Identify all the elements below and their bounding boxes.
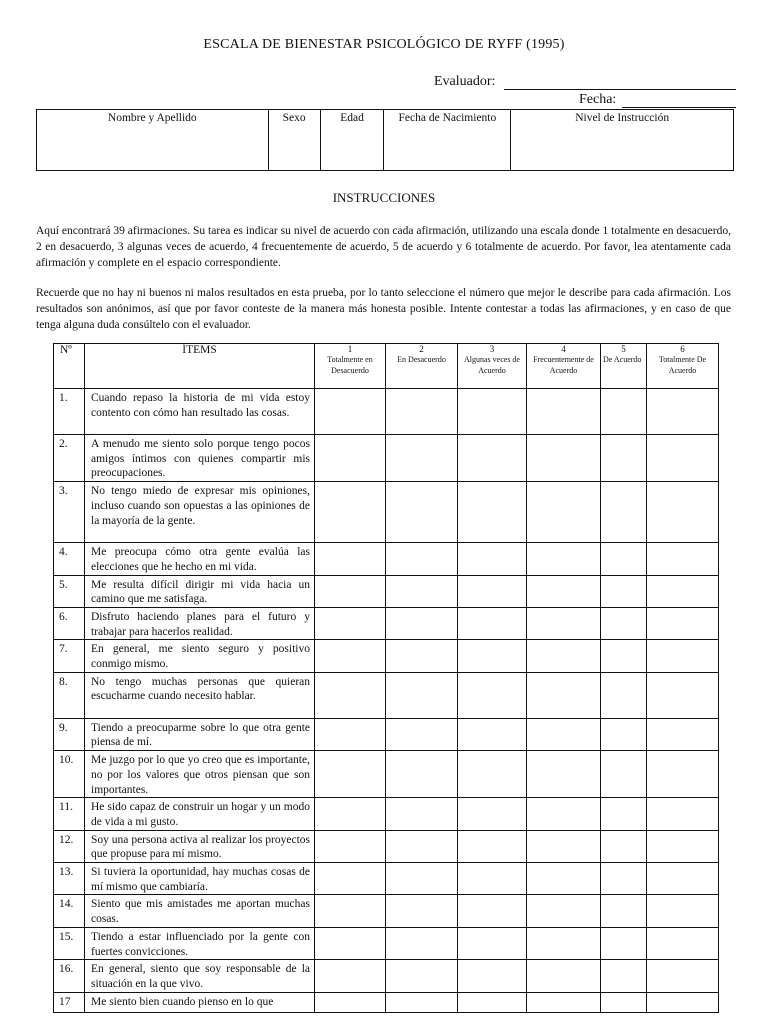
table-row bbox=[54, 798, 719, 830]
answer-cell-6[interactable] bbox=[647, 751, 719, 798]
table-row bbox=[54, 435, 719, 482]
answer-cell-5[interactable] bbox=[601, 927, 647, 959]
item-statement: En general, me siento seguro y positivo conmigo mismo. bbox=[85, 640, 315, 672]
answer-cell-3[interactable] bbox=[458, 798, 527, 830]
item-number: 4. bbox=[54, 543, 85, 575]
header-scale-5 bbox=[601, 344, 647, 389]
item-number: 1. bbox=[54, 389, 85, 435]
fecha-field-line[interactable] bbox=[622, 107, 736, 108]
evaluador-label: Evaluador: bbox=[434, 74, 496, 89]
item-number: 14. bbox=[54, 895, 85, 927]
answer-cell-4[interactable] bbox=[527, 960, 601, 992]
answer-cell-5[interactable] bbox=[601, 435, 647, 482]
answer-cell-4[interactable] bbox=[527, 575, 601, 607]
answer-cell-4[interactable] bbox=[527, 830, 601, 862]
answer-cell-4[interactable] bbox=[527, 798, 601, 830]
answer-cell-5[interactable] bbox=[601, 830, 647, 862]
answer-cell-2[interactable] bbox=[386, 830, 458, 862]
answer-cell-1[interactable] bbox=[315, 672, 386, 718]
answer-cell-6[interactable] bbox=[647, 482, 719, 543]
answer-cell-3[interactable] bbox=[458, 389, 527, 435]
item-number: 6. bbox=[54, 607, 85, 639]
table-row bbox=[54, 575, 719, 607]
answer-cell-5[interactable] bbox=[601, 718, 647, 750]
answer-cell-4[interactable] bbox=[527, 751, 601, 798]
answer-cell-6[interactable] bbox=[647, 718, 719, 750]
answer-cell-6[interactable] bbox=[647, 830, 719, 862]
evaluador-field-line[interactable] bbox=[504, 89, 736, 90]
answer-cell-2[interactable] bbox=[386, 640, 458, 672]
answer-cell-5[interactable] bbox=[601, 751, 647, 798]
answer-cell-6[interactable] bbox=[647, 389, 719, 435]
answer-cell-5[interactable] bbox=[601, 798, 647, 830]
fecha-label: Fecha: bbox=[579, 92, 617, 107]
answer-cell-2[interactable] bbox=[386, 543, 458, 575]
item-statement: Me siento bien cuando pienso en lo que bbox=[85, 992, 315, 1012]
header-scale-4 bbox=[527, 344, 601, 389]
table-row bbox=[54, 960, 719, 992]
answer-cell-5[interactable] bbox=[601, 543, 647, 575]
answer-cell-1[interactable] bbox=[315, 798, 386, 830]
item-number: 15. bbox=[54, 927, 85, 959]
answer-cell-3[interactable] bbox=[458, 992, 527, 1012]
item-statement: En general, siento que soy responsable de la situación en la que vivo. bbox=[85, 960, 315, 992]
table-row bbox=[54, 895, 719, 927]
answer-cell-3[interactable] bbox=[458, 895, 527, 927]
answer-cell-5[interactable] bbox=[601, 960, 647, 992]
answer-cell-1[interactable] bbox=[315, 863, 386, 895]
answer-cell-2[interactable] bbox=[386, 798, 458, 830]
items-table bbox=[53, 343, 719, 1013]
answer-cell-2[interactable] bbox=[386, 607, 458, 639]
header-edad: Edad bbox=[320, 110, 384, 171]
item-statement: No tengo miedo de expresar mis opiniones, incluso cuando son opuestas a las opiniones de la mayoría de la gente. bbox=[85, 482, 315, 543]
item-number: 11. bbox=[54, 798, 85, 830]
answer-cell-1[interactable] bbox=[315, 895, 386, 927]
header-scale-3 bbox=[458, 344, 527, 389]
table-row bbox=[54, 830, 719, 862]
item-number: 7. bbox=[54, 640, 85, 672]
answer-cell-6[interactable] bbox=[647, 543, 719, 575]
scale-1-number: 1 bbox=[347, 344, 353, 354]
answer-cell-2[interactable] bbox=[386, 863, 458, 895]
answer-cell-4[interactable] bbox=[527, 482, 601, 543]
header-items: ÍTEMS bbox=[85, 344, 315, 389]
header-scale-6 bbox=[647, 344, 719, 389]
answer-cell-3[interactable] bbox=[458, 718, 527, 750]
answer-cell-2[interactable] bbox=[386, 718, 458, 750]
scale-1-label: Totalmente en Desacuerdo bbox=[327, 355, 373, 375]
instructions-paragraph-1: Aquí encontrará 39 afirmaciones. Su tarea es indicar su nivel de acuerdo con cada afirmación, utilizando una escala donde 1 totalmente en desacuerdo, 2 en desacuerdo, 3 algunas veces de acuerdo, 4 frecuentemente de acuerdo, 5 de acuerdo y 6 totalmente de acuerdo. Por favor, lea atentamente cada afirmación y complete en el espacio correspondiente. bbox=[36, 225, 731, 269]
item-statement: Siento que mis amistades me aportan muchas cosas. bbox=[85, 895, 315, 927]
answer-cell-3[interactable] bbox=[458, 863, 527, 895]
personal-info-table bbox=[36, 109, 734, 171]
answer-cell-3[interactable] bbox=[458, 543, 527, 575]
item-statement: A menudo me siento solo porque tengo pocos amigos íntimos con quienes compartir mis preocupaciones. bbox=[85, 435, 315, 482]
header-sexo: Sexo bbox=[268, 110, 320, 171]
answer-cell-4[interactable] bbox=[527, 543, 601, 575]
answer-cell-3[interactable] bbox=[458, 672, 527, 718]
item-statement: Soy una persona activa al realizar los proyectos que propuse para mí mismo. bbox=[85, 830, 315, 862]
answer-cell-4[interactable] bbox=[527, 718, 601, 750]
item-statement: Me resulta difícil dirigir mi vida hacia un camino que me satisfaga. bbox=[85, 575, 315, 607]
item-statement: Disfruto haciendo planes para el futuro y trabajar para hacerlos realidad. bbox=[85, 607, 315, 639]
answer-cell-2[interactable] bbox=[386, 751, 458, 798]
table-row bbox=[54, 482, 719, 543]
item-number: 10. bbox=[54, 751, 85, 798]
answer-cell-5[interactable] bbox=[601, 607, 647, 639]
answer-cell-6[interactable] bbox=[647, 672, 719, 718]
item-number: 13. bbox=[54, 863, 85, 895]
item-number: 2. bbox=[54, 435, 85, 482]
answer-cell-1[interactable] bbox=[315, 435, 386, 482]
table-row bbox=[54, 751, 719, 798]
answer-cell-6[interactable] bbox=[647, 575, 719, 607]
answer-cell-3[interactable] bbox=[458, 960, 527, 992]
table-row bbox=[54, 863, 719, 895]
answer-cell-2[interactable] bbox=[386, 389, 458, 435]
document-title: ESCALA DE BIENESTAR PSICOLÓGICO DE RYFF (1995) bbox=[203, 37, 565, 52]
answer-cell-1[interactable] bbox=[315, 751, 386, 798]
answer-cell-6[interactable] bbox=[647, 607, 719, 639]
item-number: 3. bbox=[54, 482, 85, 543]
table-row bbox=[54, 927, 719, 959]
table-row bbox=[54, 640, 719, 672]
answer-cell-6[interactable] bbox=[647, 895, 719, 927]
instructions-paragraph-2: Recuerde que no hay ni buenos ni malos resultados en esta prueba, por lo tanto seleccione el número que mejor le describe para cada afirmación. Los resultados son anónimos, así que por favor conteste de la manera más honesta posible. Intente contestar a todas las afirmaciones, y en caso de que tenga alguna duda consúltelo con el evaluador. bbox=[36, 287, 731, 331]
answer-cell-4[interactable] bbox=[527, 389, 601, 435]
header-number: Nº bbox=[54, 344, 85, 389]
answer-cell-2[interactable] bbox=[386, 895, 458, 927]
answer-cell-2[interactable] bbox=[386, 992, 458, 1012]
item-statement: No tengo muchas personas que quieran escucharme cuando necesito hablar. bbox=[85, 672, 315, 718]
scale-5-label: De Acuerdo bbox=[603, 355, 642, 364]
answer-cell-2[interactable] bbox=[386, 672, 458, 718]
answer-cell-6[interactable] bbox=[647, 960, 719, 992]
answer-cell-2[interactable] bbox=[386, 575, 458, 607]
answer-cell-1[interactable] bbox=[315, 543, 386, 575]
table-row bbox=[54, 718, 719, 750]
answer-cell-1[interactable] bbox=[315, 389, 386, 435]
table-row bbox=[54, 992, 719, 1012]
item-statement: Cuando repaso la historia de mi vida estoy contento con cómo han resultado las cosas. bbox=[85, 389, 315, 435]
answer-cell-5[interactable] bbox=[601, 482, 647, 543]
instructions-heading: INSTRUCCIONES bbox=[332, 190, 436, 205]
item-number: 5. bbox=[54, 575, 85, 607]
item-statement: Me preocupa cómo otra gente evalúa las elecciones que he hecho en mi vida. bbox=[85, 543, 315, 575]
answer-cell-1[interactable] bbox=[315, 960, 386, 992]
answer-cell-3[interactable] bbox=[458, 607, 527, 639]
answer-cell-3[interactable] bbox=[458, 482, 527, 543]
scale-5-number: 5 bbox=[621, 344, 626, 354]
answer-cell-5[interactable] bbox=[601, 895, 647, 927]
answer-cell-3[interactable] bbox=[458, 575, 527, 607]
scale-3-number: 3 bbox=[489, 344, 495, 354]
answer-cell-5[interactable] bbox=[601, 640, 647, 672]
answer-cell-6[interactable] bbox=[647, 927, 719, 959]
header-fecha-nacimiento: Fecha de Nacimiento bbox=[384, 110, 511, 171]
table-row bbox=[54, 389, 719, 435]
item-number: 16. bbox=[54, 960, 85, 992]
answer-cell-1[interactable] bbox=[315, 640, 386, 672]
item-number: 8. bbox=[54, 672, 85, 718]
answer-cell-2[interactable] bbox=[386, 482, 458, 543]
header-nivel-instruccion: Nivel de Instrucción bbox=[511, 110, 734, 171]
table-row bbox=[54, 672, 719, 718]
scale-4-label: Frecuentemente de Acuerdo bbox=[533, 355, 594, 375]
item-statement: He sido capaz de construir un hogar y un modo de vida a mi gusto. bbox=[85, 798, 315, 830]
answer-cell-5[interactable] bbox=[601, 575, 647, 607]
answer-cell-6[interactable] bbox=[647, 992, 719, 1012]
answer-cell-3[interactable] bbox=[458, 435, 527, 482]
scale-2-label: En Desacuerdo bbox=[397, 355, 446, 364]
answer-cell-2[interactable] bbox=[386, 435, 458, 482]
answer-cell-5[interactable] bbox=[601, 992, 647, 1012]
item-number: 12. bbox=[54, 830, 85, 862]
answer-cell-2[interactable] bbox=[386, 960, 458, 992]
item-number: 17 bbox=[54, 992, 85, 1012]
answer-cell-3[interactable] bbox=[458, 927, 527, 959]
answer-cell-4[interactable] bbox=[527, 895, 601, 927]
table-row bbox=[54, 543, 719, 575]
answer-cell-6[interactable] bbox=[647, 640, 719, 672]
answer-cell-1[interactable] bbox=[315, 927, 386, 959]
answer-cell-5[interactable] bbox=[601, 672, 647, 718]
answer-cell-2[interactable] bbox=[386, 927, 458, 959]
answer-cell-3[interactable] bbox=[458, 751, 527, 798]
answer-cell-5[interactable] bbox=[601, 389, 647, 435]
answer-cell-4[interactable] bbox=[527, 435, 601, 482]
answer-cell-4[interactable] bbox=[527, 607, 601, 639]
answer-cell-4[interactable] bbox=[527, 992, 601, 1012]
answer-cell-3[interactable] bbox=[458, 830, 527, 862]
scale-4-number: 4 bbox=[561, 344, 566, 354]
item-statement: Tiendo a estar influenciado por la gente con fuertes convicciones. bbox=[85, 927, 315, 959]
header-nombre: Nombre y Apellido bbox=[37, 110, 269, 171]
scale-6-number: 6 bbox=[680, 344, 685, 354]
answer-cell-1[interactable] bbox=[315, 482, 386, 543]
answer-cell-1[interactable] bbox=[315, 830, 386, 862]
answer-cell-6[interactable] bbox=[647, 435, 719, 482]
item-statement: Tiendo a preocuparme sobre lo que otra gente piensa de mí. bbox=[85, 718, 315, 750]
answer-cell-6[interactable] bbox=[647, 798, 719, 830]
answer-cell-1[interactable] bbox=[315, 992, 386, 1012]
answer-cell-5[interactable] bbox=[601, 863, 647, 895]
table-row bbox=[54, 607, 719, 639]
answer-cell-1[interactable] bbox=[315, 607, 386, 639]
header-scale-2 bbox=[386, 344, 458, 389]
answer-cell-1[interactable] bbox=[315, 718, 386, 750]
header-scale-1 bbox=[315, 344, 386, 389]
item-number: 9. bbox=[54, 718, 85, 750]
answer-cell-4[interactable] bbox=[527, 640, 601, 672]
answer-cell-4[interactable] bbox=[527, 672, 601, 718]
item-statement: Si tuviera la oportunidad, hay muchas cosas de mí mismo que cambiaría. bbox=[85, 863, 315, 895]
item-statement: Me juzgo por lo que yo creo que es importante, no por los valores que otros piensan que son importantes. bbox=[85, 751, 315, 798]
answer-cell-4[interactable] bbox=[527, 927, 601, 959]
scale-3-label: Algunas veces de Acuerdo bbox=[464, 355, 520, 375]
answer-cell-3[interactable] bbox=[458, 640, 527, 672]
answer-cell-4[interactable] bbox=[527, 863, 601, 895]
answer-cell-1[interactable] bbox=[315, 575, 386, 607]
scale-6-label: Totalmente De Acuerdo bbox=[658, 355, 707, 375]
scale-2-number: 2 bbox=[419, 344, 424, 354]
answer-cell-6[interactable] bbox=[647, 863, 719, 895]
